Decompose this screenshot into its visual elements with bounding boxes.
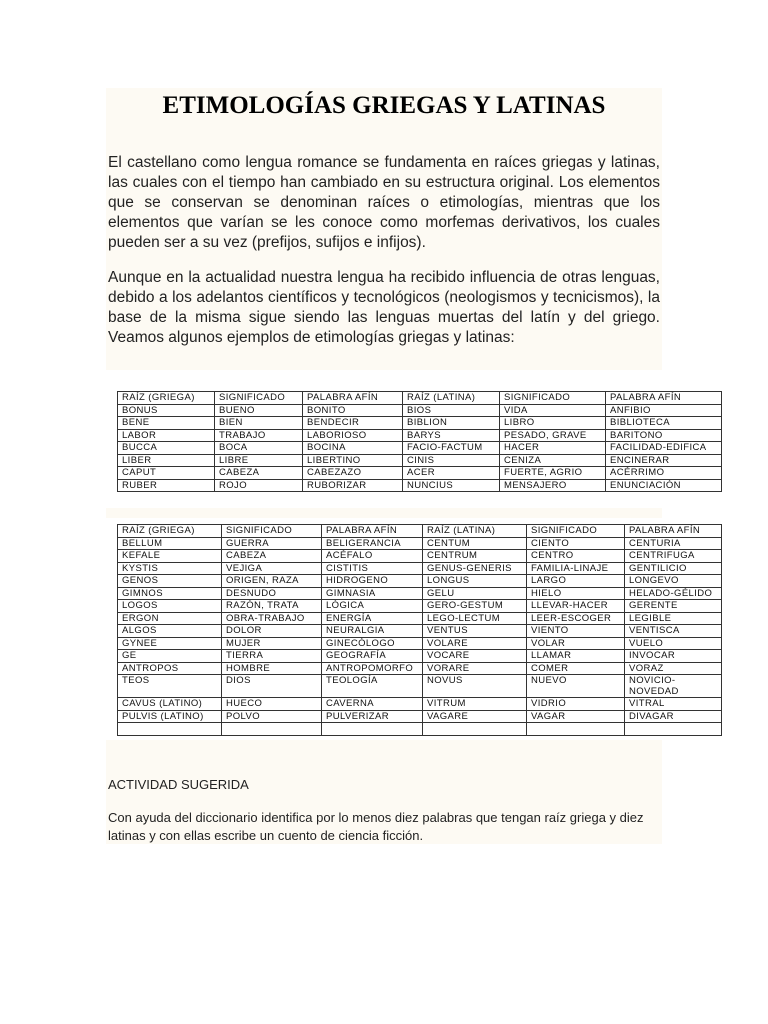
table-cell: VORAZ — [625, 662, 722, 675]
table-cell: NUNCIUS — [403, 479, 500, 492]
table-gap-background — [106, 508, 662, 518]
table-cell: VIDRIO — [527, 698, 625, 711]
table-cell: FAMILIA-LINAJE — [527, 562, 625, 575]
table-cell: CENTRO — [527, 550, 625, 563]
table-cell: GYNEE — [118, 637, 222, 650]
table-cell: VOCARE — [423, 650, 527, 663]
table-row — [118, 612, 722, 625]
table-cell: VUELO — [625, 637, 722, 650]
table-cell: LABORIOSO — [303, 429, 403, 442]
column-header: PALABRA AFÍN — [606, 392, 722, 405]
table-cell: ALGOS — [118, 625, 222, 638]
table-row — [118, 467, 722, 480]
table-cell: DIOS — [222, 675, 322, 698]
table-cell: GERENTE — [625, 600, 722, 613]
table-cell: CISTITIS — [322, 562, 423, 575]
table-cell: VENTISCA — [625, 625, 722, 638]
table-cell: ORIGEN, RAZA — [222, 575, 322, 588]
table-cell: BOCINA — [303, 442, 403, 455]
table-row — [118, 404, 722, 417]
table-cell: LONGUS — [423, 575, 527, 588]
table-cell: NOVICIO-NOVEDAD — [625, 675, 722, 698]
table-cell — [423, 723, 527, 736]
table-cell: GINECÓLOGO — [322, 637, 423, 650]
table-cell: FUERTE, AGRIO — [500, 467, 606, 480]
table-cell: ACÉRRIMO — [606, 467, 722, 480]
table-cell: ERGON — [118, 612, 222, 625]
table-cell: VOLARE — [423, 637, 527, 650]
table-cell: KYSTIS — [118, 562, 222, 575]
table-cell: BENE — [118, 417, 215, 430]
table-cell: CAVUS (LATINO) — [118, 698, 222, 711]
table-cell: TIERRA — [222, 650, 322, 663]
table-cell: BARYS — [403, 429, 500, 442]
table-cell: GENOS — [118, 575, 222, 588]
table-cell — [322, 723, 423, 736]
table-row — [118, 562, 722, 575]
table-cell: GELU — [423, 587, 527, 600]
table-cell: BOCA — [215, 442, 303, 455]
table-cell: ACER — [403, 467, 500, 480]
table-cell: CAVERNA — [322, 698, 423, 711]
table-cell: VAGAR — [527, 710, 625, 723]
table-cell: ANFIBIO — [606, 404, 722, 417]
table-row — [118, 723, 722, 736]
table-header-row — [118, 525, 722, 538]
table-cell: GIMNASIA — [322, 587, 423, 600]
table-row — [118, 479, 722, 492]
table-cell: ENUNCIACIÓN — [606, 479, 722, 492]
column-header: SIGNIFICADO — [215, 392, 303, 405]
table-cell: LIBERTINO — [303, 454, 403, 467]
table-cell: LIBRE — [215, 454, 303, 467]
table-cell: BARITONO — [606, 429, 722, 442]
etymology-table-1 — [117, 391, 722, 492]
table-cell: BIOS — [403, 404, 500, 417]
table-row — [118, 625, 722, 638]
column-header: PALABRA AFÍN — [322, 525, 423, 538]
table-cell: COMER — [527, 662, 625, 675]
table-cell: LLAMAR — [527, 650, 625, 663]
column-header: SIGNIFICADO — [222, 525, 322, 538]
column-header: RAÍZ (GRIEGA) — [118, 525, 222, 538]
table-cell: ROJO — [215, 479, 303, 492]
table-cell: CINIS — [403, 454, 500, 467]
table-cell: BIBLION — [403, 417, 500, 430]
table-cell: LÓGICA — [322, 600, 423, 613]
table-cell: BONITO — [303, 404, 403, 417]
table-cell: LIBER — [118, 454, 215, 467]
table-cell — [527, 723, 625, 736]
table-cell: DIVAGAR — [625, 710, 722, 723]
table-cell: CENTRIFUGA — [625, 550, 722, 563]
table-cell: LONGEVO — [625, 575, 722, 588]
table-cell: GIMNOS — [118, 587, 222, 600]
column-header: RAÍZ (LATINA) — [403, 392, 500, 405]
table-cell: CABEZA — [222, 550, 322, 563]
table-cell: CABEZA — [215, 467, 303, 480]
table-cell: CENTURIA — [625, 537, 722, 550]
table-row — [118, 417, 722, 430]
table-cell: BIEN — [215, 417, 303, 430]
etymology-table-2 — [117, 524, 722, 736]
table-cell: GENTILICIO — [625, 562, 722, 575]
column-header: RAÍZ (GRIEGA) — [118, 392, 215, 405]
table-cell: VITRAL — [625, 698, 722, 711]
table-cell: LEGIBLE — [625, 612, 722, 625]
table-cell: GUERRA — [222, 537, 322, 550]
table-cell: FACIO-FACTUM — [403, 442, 500, 455]
table-cell: VOLAR — [527, 637, 625, 650]
table-cell: MENSAJERO — [500, 479, 606, 492]
table-cell — [625, 723, 722, 736]
table-cell: LARGO — [527, 575, 625, 588]
table-row — [118, 600, 722, 613]
table-cell: LIBRO — [500, 417, 606, 430]
table-cell: POLVO — [222, 710, 322, 723]
table-cell: NEURALGIA — [322, 625, 423, 638]
table-row — [118, 575, 722, 588]
table-cell: LABOR — [118, 429, 215, 442]
table-cell: TEOS — [118, 675, 222, 698]
intro-paragraph-1: El castellano como lengua romance se fundamenta en raíces griegas y latinas, las cuales con el tiempo han cambiado en su estructura original. Los elementos que se conservan se denominan raíces o etimologías, mientras que los elementos que varían se les conoce como morfemas derivativos, los cuales pueden ser a su vez (prefijos, sufijos e infijos). — [108, 154, 660, 251]
page-title: ETIMOLOGÍAS GRIEGAS Y LATINAS — [162, 92, 606, 119]
table-cell: DESNUDO — [222, 587, 322, 600]
table-cell: PULVERIZAR — [322, 710, 423, 723]
table-cell: LEGO-LECTUM — [423, 612, 527, 625]
table-cell — [222, 723, 322, 736]
column-header: SIGNIFICADO — [527, 525, 625, 538]
table-cell: VENTUS — [423, 625, 527, 638]
table-cell: CIENTO — [527, 537, 625, 550]
table-cell: NOVUS — [423, 675, 527, 698]
table-cell: HACER — [500, 442, 606, 455]
table-cell: LEER-ESCOGER — [527, 612, 625, 625]
table-cell: VAGARE — [423, 710, 527, 723]
table-cell: BONUS — [118, 404, 215, 417]
table-cell: VIENTO — [527, 625, 625, 638]
table-cell: PULVIS (LATINO) — [118, 710, 222, 723]
table-cell: ANTROPOS — [118, 662, 222, 675]
table-cell: LOGOS — [118, 600, 222, 613]
table-cell: FACILIDAD-EDIFICA — [606, 442, 722, 455]
column-header: RAÍZ (LATINA) — [423, 525, 527, 538]
table-row — [118, 662, 722, 675]
table-cell: BUENO — [215, 404, 303, 417]
table-cell: BENDECIR — [303, 417, 403, 430]
table-cell: KEFALE — [118, 550, 222, 563]
table-cell: GEOGRAFÍA — [322, 650, 423, 663]
table-cell: PESADO, GRAVE — [500, 429, 606, 442]
table-cell: GERO-GESTUM — [423, 600, 527, 613]
table-cell: TRABAJO — [215, 429, 303, 442]
table-cell — [118, 723, 222, 736]
table-row — [118, 637, 722, 650]
table-cell: OBRA-TRABAJO — [222, 612, 322, 625]
table-header-row — [118, 392, 722, 405]
table-row — [118, 537, 722, 550]
table-row — [118, 650, 722, 663]
table-row — [118, 675, 722, 698]
table-cell: HOMBRE — [222, 662, 322, 675]
table-cell: HELADO-GÉLIDO — [625, 587, 722, 600]
table-row — [118, 429, 722, 442]
activity-text: Con ayuda del diccionario identifica por lo menos diez palabras que tengan raíz griega y diez latinas y con ellas escribe un cuento de ciencia ficción. — [108, 810, 644, 843]
table-cell: VORARE — [423, 662, 527, 675]
table-row — [118, 710, 722, 723]
table-cell: CENIZA — [500, 454, 606, 467]
table-cell: VITRUM — [423, 698, 527, 711]
table-cell: RUBORIZAR — [303, 479, 403, 492]
table-cell: BELIGERANCIA — [322, 537, 423, 550]
table-row — [118, 587, 722, 600]
table-row — [118, 454, 722, 467]
table-cell: ENCINERAR — [606, 454, 722, 467]
table-cell: ACÉFALO — [322, 550, 423, 563]
table-cell: RUBER — [118, 479, 215, 492]
table-cell: MUJER — [222, 637, 322, 650]
activity-heading: ACTIVIDAD SUGERIDA — [108, 777, 249, 792]
table-cell: TEOLOGÍA — [322, 675, 423, 698]
table-cell: CENTRUM — [423, 550, 527, 563]
table-cell: HIDROGENO — [322, 575, 423, 588]
table-cell: RAZÓN, TRATA — [222, 600, 322, 613]
table-cell: BIBLIOTECA — [606, 417, 722, 430]
table-cell: LLEVAR-HACER — [527, 600, 625, 613]
table-cell: VEJIGA — [222, 562, 322, 575]
table-cell: BELLUM — [118, 537, 222, 550]
table-cell: NUEVO — [527, 675, 625, 698]
table-cell: CENTUM — [423, 537, 527, 550]
table-cell: VIDA — [500, 404, 606, 417]
table-cell: HUECO — [222, 698, 322, 711]
table-cell: GENUS-GENERIS — [423, 562, 527, 575]
table-cell: BUCCA — [118, 442, 215, 455]
table-cell: HIELO — [527, 587, 625, 600]
table-row — [118, 698, 722, 711]
table-cell: ENERGÍA — [322, 612, 423, 625]
table-cell: ANTROPOMORFO — [322, 662, 423, 675]
column-header: PALABRA AFÍN — [303, 392, 403, 405]
table-cell: DOLOR — [222, 625, 322, 638]
column-header: PALABRA AFÍN — [625, 525, 722, 538]
table-cell: GE — [118, 650, 222, 663]
table-row — [118, 442, 722, 455]
intro-paragraph-2: Aunque en la actualidad nuestra lengua ha recibido influencia de otras lenguas, debido a los adelantos científicos y tecnológicos (neologismos y tecnicismos), la base de la misma sigue siendo las lenguas muertas del latín y del griego. Veamos algunos ejemplos de etimologías griegas y latinas: — [108, 269, 660, 346]
table-cell: INVOCAR — [625, 650, 722, 663]
table-cell: CABEZAZO — [303, 467, 403, 480]
table-row — [118, 550, 722, 563]
table-cell: CAPUT — [118, 467, 215, 480]
column-header: SIGNIFICADO — [500, 392, 606, 405]
